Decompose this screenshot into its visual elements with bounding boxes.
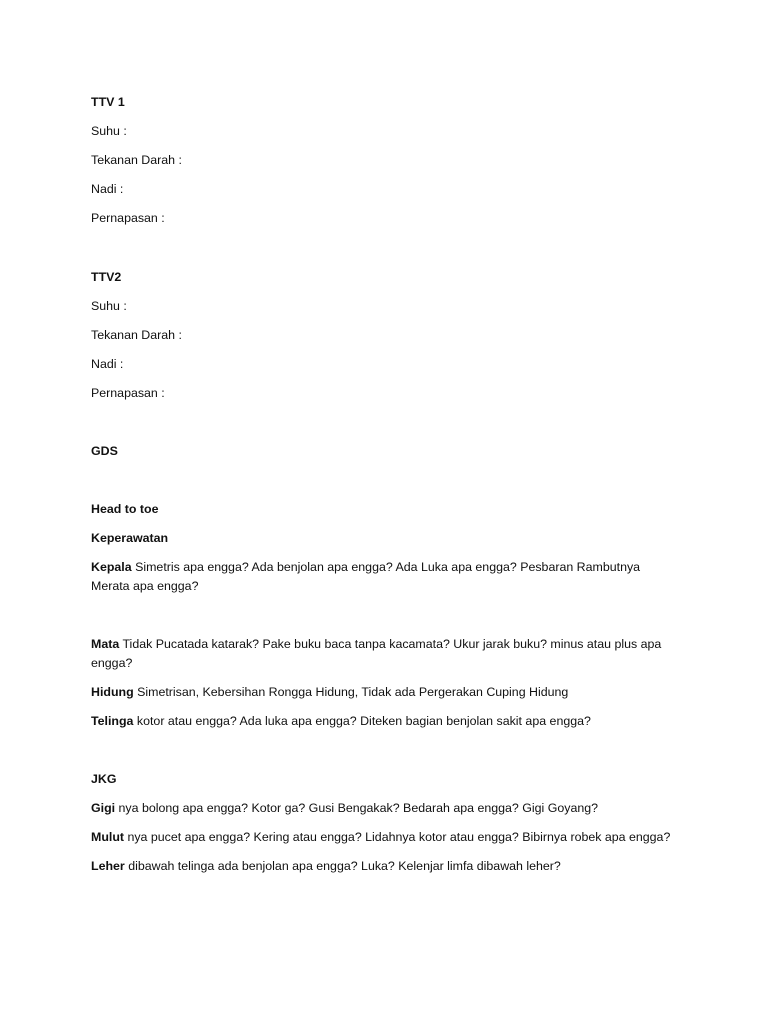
ttv2-heading: TTV2 [91, 270, 122, 284]
gigi-text: nya bolong apa engga? Kotor ga? Gusi Bengakak? Bedarah apa engga? Gigi Goyang? [115, 801, 599, 815]
ttv1-pernapasan-label: Pernapasan : [91, 211, 165, 225]
ttv1-heading: TTV 1 [91, 95, 125, 109]
mulut-text: nya pucet apa engga? Kering atau engga? Lidahnya kotor atau engga? Bibirnya robek apa engga? [124, 830, 671, 844]
ttv1-suhu-label: Suhu : [91, 124, 127, 138]
ttv1-nadi-label: Nadi : [91, 182, 124, 196]
kepala-label: Kepala [91, 560, 132, 574]
leher-label: Leher [91, 859, 125, 873]
mata-label: Mata [91, 637, 120, 651]
ttv1-tekanan-darah-label: Tekanan Darah : [91, 153, 182, 167]
mulut-label: Mulut [91, 830, 125, 844]
head-to-toe-heading: Head to toe [91, 502, 159, 516]
telinga-paragraph [91, 712, 691, 731]
jkg-heading: JKG [91, 772, 117, 786]
telinga-label: Telinga [91, 714, 134, 728]
gigi-paragraph [91, 799, 691, 818]
mulut-paragraph [91, 828, 691, 847]
ttv2-suhu-label: Suhu : [91, 299, 127, 313]
telinga-text: kotor atau engga? Ada luka apa engga? Diteken bagian benjolan sakit apa engga? [133, 714, 591, 728]
leher-paragraph [91, 857, 691, 876]
mata-text: Tidak Pucatada katarak? Pake buku baca tanpa kacamata? Ukur jarak buku? minus atau plus apa engga? [91, 637, 662, 670]
hidung-paragraph [91, 683, 691, 702]
gigi-label: Gigi [91, 801, 116, 815]
kepala-paragraph [91, 558, 651, 596]
gds-heading: GDS [91, 444, 118, 458]
ttv2-pernapasan-label: Pernapasan : [91, 386, 165, 400]
ttv2-tekanan-darah-label: Tekanan Darah : [91, 328, 182, 342]
mata-paragraph [91, 635, 681, 673]
keperawatan-subheading: Keperawatan [91, 531, 169, 545]
leher-text: dibawah telinga ada benjolan apa engga? Luka? Kelenjar limfa dibawah leher? [124, 859, 561, 873]
hidung-text: Simetrisan, Kebersihan Rongga Hidung, Tidak ada Pergerakan Cuping Hidung [133, 685, 569, 699]
ttv2-nadi-label: Nadi : [91, 357, 124, 371]
kepala-text: Simetris apa engga? Ada benjolan apa engga? Ada Luka apa engga? Pesbaran Rambutnya Merata apa engga? [91, 560, 641, 593]
hidung-label: Hidung [91, 685, 134, 699]
